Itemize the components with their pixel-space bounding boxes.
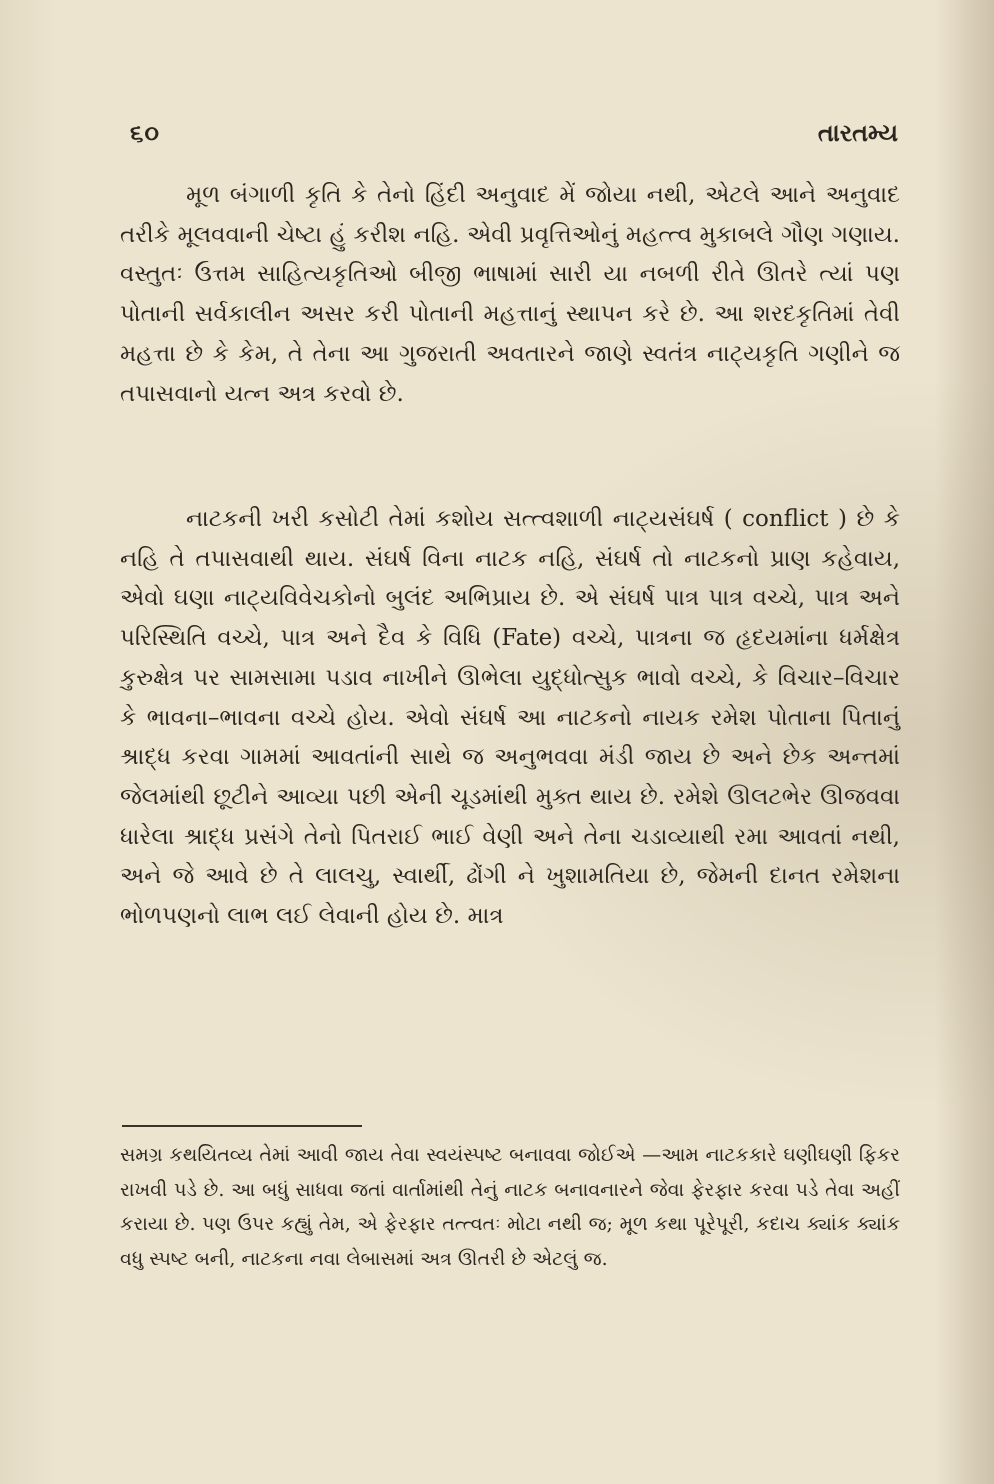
page-number: ૬૦ [130, 118, 160, 147]
footnote-divider [122, 1125, 362, 1127]
body-paragraph-2-block [120, 500, 900, 937]
body-paragraph-1-block [120, 176, 900, 414]
running-title: તારતમ્ય [817, 118, 898, 147]
footnote-block [120, 1138, 900, 1276]
footnote-text: સમગ્ર કથયિતવ્ય તેમાં આવી જાય તેવા સ્વયંસ્પષ્ટ બનાવવા જોઈએ —આમ નાટકકારે ઘણીઘણી ફિકર રાખવી પડે છે. આ બધું સાધવા જતાં વાર્તામાંથી તેનું નાટક બનાવનારને જેવા ફેરફાર કરવા પડે તેવા અહીં કરાયા છે. પણ ઉપર કહ્યું તેમ, એ ફેરફાર તત્ત્વતઃ મોટા નથી જ; મૂળ કથા પૂરેપૂરી, કદાચ ક્યાંક ક્યાંક વધુ સ્પષ્ટ બની, નાટકના નવા લેબાસમાં અત્ર ઊતરી છે એટલું જ. [120, 1144, 900, 1270]
body-paragraph: મૂળ બંગાળી કૃતિ કે તેનો હિંદી અનુવાદ મેં જોયા નથી, એટલે આને અનુવાદ તરીકે મૂલવવાની ચેષ્ટા હું કરીશ નહિ. એવી પ્રવૃત્તિઓનું મહત્ત્વ મુકાબલે ગૌણ ગણાય. વસ્તુતઃ ઉત્તમ સાહિત્યકૃતિઓ બીજી ભાષામાં સારી યા નબળી રીતે ઊતરે ત્યાં પણ પોતાની સર્વકાલીન અસર કરી પોતાની મહત્તાનું સ્થાપન કરે છે. આ શરદકૃતિમાં તેવી મહત્તા છે કે કેમ, તે તેના આ ગુજરાતી અવતારને જાણે સ્વતંત્ર નાટ્યકૃતિ ગણીને જ તપાસવાનો યત્ન અત્ર કરવો છે. [120, 182, 900, 407]
running-header [120, 118, 898, 148]
body-paragraph: નાટકની ખરી કસોટી તેમાં કશોય સત્ત્વશાળી નાટ્યસંઘર્ષ ( conflict ) છે કે નહિ તે તપાસવાથી થાય. સંઘર્ષ વિના નાટક નહિ, સંઘર્ષ તો નાટકનો પ્રાણ કહેવાય, એવો ઘણા નાટ્યવિવેચકોનો બુલંદ અભિપ્રાય છે. એ સંઘર્ષ પાત્ર પાત્ર વચ્ચે, પાત્ર અને પરિસ્થિતિ વચ્ચે, પાત્ર અને દૈવ કે વિધિ (Fate) વચ્ચે, પાત્રના જ હૃદયમાંના ધર્મક્ષેત્ર કુરુક્ષેત્ર પર સામસામા પડાવ નાખીને ઊભેલા યુદ્ધોત્સુક ભાવો વચ્ચે, કે વિચાર–વિચાર કે ભાવના–ભાવના વચ્ચે હોય. એવો સંઘર્ષ આ નાટકનો નાયક રમેશ પોતાના પિતાનું શ્રાદ્ધ કરવા ગામમાં આવતાંની સાથે જ અનુભવવા મંડી જાય છે અને છેક અન્તમાં જેલમાંથી છૂટીને આવ્યા પછી એની ચૂડમાંથી મુક્ત થાય છે. રમેશે ઊલટભેર ઊજવવા ધારેલા શ્રાદ્ધ પ્રસંગે તેનો પિતરાઈ ભાઈ વેણી અને તેના ચડાવ્યાથી રમા આવતાં નથી, અને જે આવે છે તે લાલચુ, સ્વાર્થી, ઢોંગી ને ખુશામતિયા છે, જેમની દાનત રમેશના ભોળપણનો લાભ લઈ લેવાની હોય છે. માત્ર [120, 506, 900, 930]
